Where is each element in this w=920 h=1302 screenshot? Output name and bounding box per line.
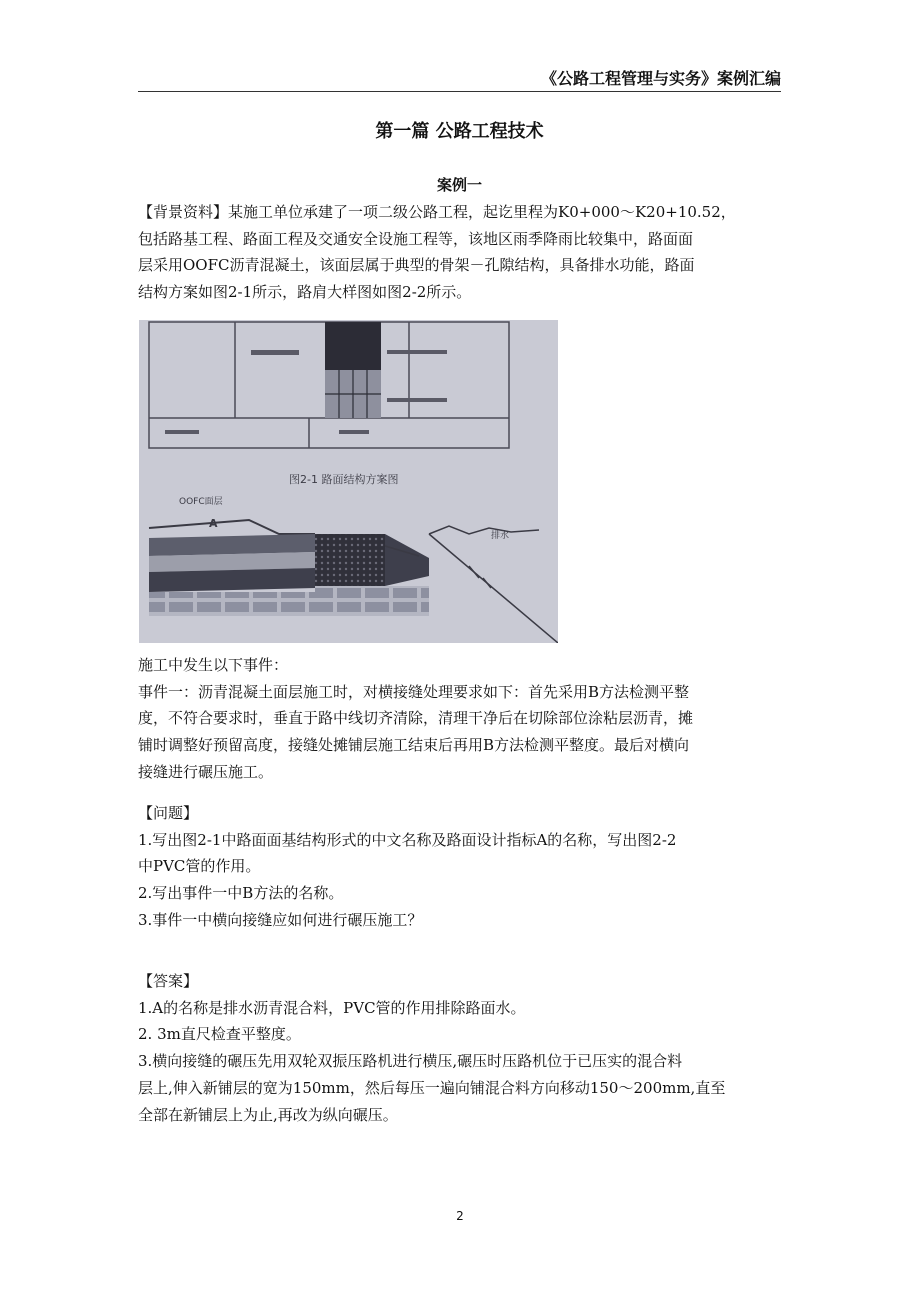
events-section [138,652,781,786]
text-line: 接缝进行碾压施工。 [138,762,274,781]
questions-heading: 【问题】 [138,804,199,822]
question-line: 2.写出事件一中B方法的名称。 [138,884,344,903]
question-line: 1.写出图2-1中路面面基结构形式的中文名称及路面设计指标A的名称，写出图2-2 [138,830,677,849]
text-line: 施工中发生以下事件： [138,656,289,674]
figure-photo [139,320,558,643]
text-line: 事件一：沥青混凝土面层施工时，对横接缝处理要求如下：首先采用B方法检测平整 [138,682,690,701]
oofc-layer-label: OOFC面层 [179,497,223,507]
case-title: 案例一 [436,176,482,194]
document-header-title: 《公路工程管理与实务》案例汇编 [540,69,781,88]
header-divider [138,91,781,92]
background-paragraph [138,199,781,306]
answers-section [138,968,781,1128]
text-line: 【背景资料】某施工单位承建了一项二级公路工程，起讫里程为K0+000～K20+10.52， [138,203,736,221]
text-line: 铺时调整好预留高度，接缝处摊铺层施工结束后再用B方法检测平整度。最后对横向 [138,736,690,755]
answer-line: 1.A的名称是排水沥青混合料，PVC管的作用排除路面水。 [138,998,526,1017]
question-line: 中PVC管的作用。 [138,857,261,876]
page-number: 2 [456,1209,464,1223]
text-line: 层采用OOFC沥青混凝土，该面层属于典型的骨架－孔隙结构，具备排水功能，路面 [138,256,695,275]
design-index-a-label: A [209,517,218,530]
part-title: 第一篇 公路工程技术 [375,121,544,142]
answer-line: 全部在新铺层上为止,再改为纵向碾压。 [138,1105,398,1124]
answer-line: 3.横向接缝的碾压先用双轮双振压路机进行横压,碾压时压路机位于已压实的混合料 [138,1052,683,1071]
question-line: 3.事件一中横向接缝应如何进行碾压施工？ [138,910,423,929]
pavement-structure-figure [139,320,558,643]
text-line: 结构方案如图2-1所示，路肩大样图如图2-2所示。 [138,283,472,302]
figure-2-1-caption: 图2-1 路面结构方案图 [289,473,399,486]
answer-line: 2. 3m直尺检查平整度。 [138,1025,301,1044]
text-line: 包括路基工程、路面工程及交通安全设施工程等，该地区雨季降雨比较集中，路面面 [138,229,694,248]
drain-label: 排水 [491,531,510,541]
questions-section [138,800,781,934]
answers-heading: 【答案】 [138,972,199,990]
text-line: 度，不符合要求时，垂直于路中线切齐清除，清理干净后在切除部位涂粘层沥青，摊 [138,709,694,728]
answer-line: 层上,伸入新铺层的宽为150mm，然后每压一遍向铺混合料方向移动150～200mm,直至 [138,1078,726,1097]
